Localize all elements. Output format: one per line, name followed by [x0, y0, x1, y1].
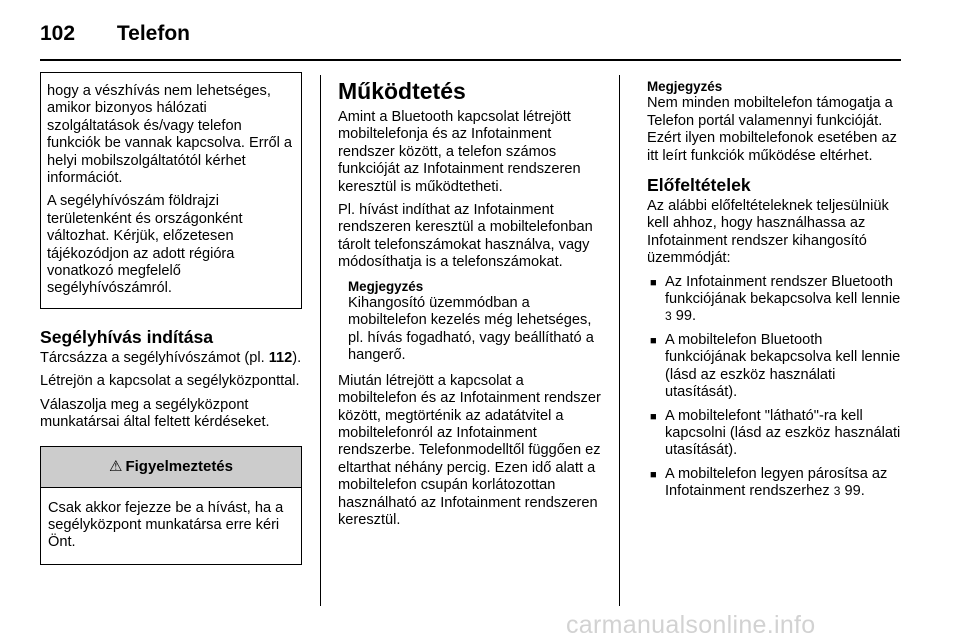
note-text: Kihangosító üzemmódban a mobiltelefon kezelés még lehetséges, pl. hívás fogadható, vagy beállítható a hangerő.	[348, 295, 594, 364]
page-number: 102	[40, 22, 76, 45]
bullet-square-icon: ■	[650, 468, 657, 481]
page-reference-icon: 3	[833, 484, 841, 499]
list-item: ■ A mobiltelefon Bluetooth funkciójának bekapcsolva kell lennie (lásd az eszköz használati utasítását).	[650, 331, 901, 401]
section-title-prerequisites: Előfeltételek	[647, 175, 751, 196]
header-rule	[40, 59, 901, 61]
list-item: ■ A mobiltelefon legyen párosítsa az Infotainment rendszerhez 3 99.	[650, 465, 888, 500]
column-divider-2	[619, 75, 620, 606]
paragraph-answer: Válaszolja meg a segélyközpont munkatársai által feltett kérdéseket.	[40, 396, 270, 431]
page-reference-icon: 3	[665, 309, 672, 324]
box-paragraph: A segélyhívószám földrajzi területenként és országonként változhat. Kérjük, előzetesen tájékozódjon az adott régióra vonatkozó megfelelő segélyhívószámról.	[47, 193, 243, 297]
bullet-square-icon: ■	[650, 334, 657, 347]
watermark: carmanualsonline.info	[566, 611, 816, 639]
note-portal	[647, 78, 903, 165]
paragraph-dial: Tárcsázza a segélyhívószámot (pl. 112).	[40, 349, 302, 366]
note-text: Nem minden mobiltelefon támogatja a Telefon portál valamennyi funkcióját. Ezért ilyen mobiltelefonok esetében az itt leírt funkciók működése eltérhet.	[647, 95, 897, 164]
note-title: Megjegyzés	[348, 278, 424, 294]
list-item: ■ A mobiltelefont "látható"-ra kell kapcsolni (lásd az eszköz használati utasítását).	[650, 407, 901, 459]
emergency-number: 112	[268, 349, 293, 366]
paragraph-operation-2: Pl. hívást indíthat az Infotainment rendszeren keresztül a mobiltelefonban tárolt telefonszámokat használva, vagy módosíthatja is a telefonszámokat.	[338, 202, 593, 271]
note-title: Megjegyzés	[647, 79, 723, 94]
page-reference: 99.	[844, 483, 865, 500]
column-divider-1	[320, 75, 321, 606]
note-handsfree	[338, 278, 602, 365]
section-title-emergency-call: Segélyhívás indítása	[40, 326, 214, 347]
column-3	[647, 78, 903, 507]
page-header	[40, 22, 190, 46]
bullet-square-icon: ■	[650, 276, 657, 289]
section-title-operation: Működtetés	[338, 78, 466, 104]
paragraph-operation-1: Amint a Bluetooth kapcsolat létrejött mobiltelefonja és az Infotainment rendszer között, a telefon számos funkcióját az Infotainment rendszeren keresztül is működtetheti.	[338, 109, 581, 195]
list-item: ■ Az Infotainment rendszer Bluetooth funkciójának bekapcsolva kell lennie 3 99.	[650, 273, 901, 325]
warning-box	[40, 446, 302, 565]
warning-icon: ⚠	[109, 457, 123, 475]
warning-header	[41, 447, 301, 488]
paragraph-connection: Létrejön a kapcsolat a segélyközponttal.	[40, 373, 300, 390]
page-reference: 99.	[675, 308, 697, 325]
box-paragraph: hogy a vészhívás nem lehetséges, amikor bizonyos hálózati szolgáltatások és/vagy telefon funkciók be vannak kapcsolva. Erről a helyi mobilszolgáltatótól kérhet információt.	[47, 83, 292, 187]
column-1	[40, 72, 302, 565]
column-2	[338, 78, 602, 535]
paragraph-prerequisites-intro: Az alábbi előfeltételeknek teljesülniük kell ahhoz, hogy használhassa az Infotainment rendszer kihangosító üzemmódját:	[647, 198, 889, 267]
bullet-square-icon: ■	[650, 410, 657, 423]
paragraph-operation-3: Miután létrejött a kapcsolat a mobiltelefon és az Infotainment rendszer között, megtörténik az adatátvitel a mobiltelefonról az Infotainment rendszerbe. Telefonmodelltől függően ez eltarthat néhány percig. Ezen idő alatt a mobiltelefon csupán korlátozottan használható az Infotainment rendszeren keresztül.	[338, 372, 601, 528]
chapter-title: Telefon	[116, 22, 191, 45]
warning-text: Csak akkor fejezze be a hívást, ha a segélyközpont munkatársa erre kéri Önt.	[48, 499, 284, 551]
warning-title: Figyelmeztetés	[125, 457, 233, 475]
prerequisites-list	[647, 274, 903, 501]
continued-note-box	[40, 72, 302, 309]
